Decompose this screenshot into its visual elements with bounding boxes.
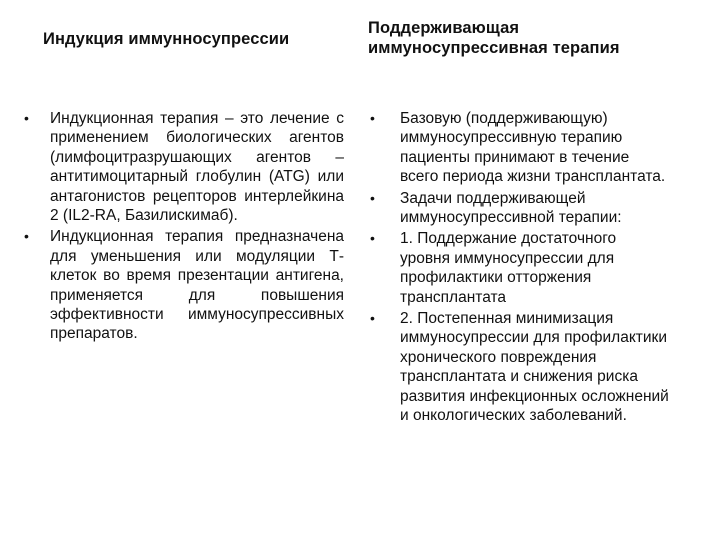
list-item-text: Индукционная терапия – это лечение с применением биологических агентов (лимфоцитразрушающих агентов – антитимоцитарный глобулин (ATG) или антагонистов рецепторов интерлейкина 2 (IL2-RA, Базилискимаб). bbox=[50, 110, 344, 225]
list-item-text: Индукционная терапия предназначена для уменьшения или модуляции Т-клеток во время презентации антигена, применяется для повышения эффективности иммуносупрессивных препаратов. bbox=[50, 228, 344, 343]
right-bullet-list bbox=[370, 109, 710, 428]
list-item-text: Базовую (поддерживающую) иммуносупрессивную терапию пациенты принимают в течение всего периода жизни трансплантата. bbox=[400, 110, 666, 186]
bullet-icon: • bbox=[370, 310, 375, 327]
list-item bbox=[370, 189, 670, 228]
list-item bbox=[370, 309, 670, 425]
list-item bbox=[24, 109, 344, 225]
left-column-heading: Индукция иммунносупрессии bbox=[43, 30, 290, 48]
bullet-icon: • bbox=[24, 228, 29, 245]
bullet-icon: • bbox=[370, 110, 375, 126]
list-item-text: Задачи поддерживающей иммуносупрессивной терапии: bbox=[400, 189, 622, 227]
list-item bbox=[24, 227, 344, 343]
left-bullet-list bbox=[24, 109, 344, 346]
bullet-icon: • bbox=[370, 189, 375, 206]
list-item-text: 2. Постепенная минимизация иммуносупрессии для профилактики хронического повреждения трансплантата и снижения риска развития инфекционных осложнений и онкологических заболеваний. bbox=[400, 310, 669, 425]
bullet-icon: • bbox=[24, 110, 29, 126]
list-item-text: 1. Поддержание достаточного уровня иммуносупрессии для профилактики отторжения трансплантата bbox=[400, 230, 617, 306]
list-item bbox=[370, 229, 670, 307]
list-item bbox=[370, 109, 670, 187]
right-column-heading: Поддерживающая иммуносупрессивная терапия bbox=[368, 19, 620, 57]
bullet-icon: • bbox=[370, 230, 375, 247]
